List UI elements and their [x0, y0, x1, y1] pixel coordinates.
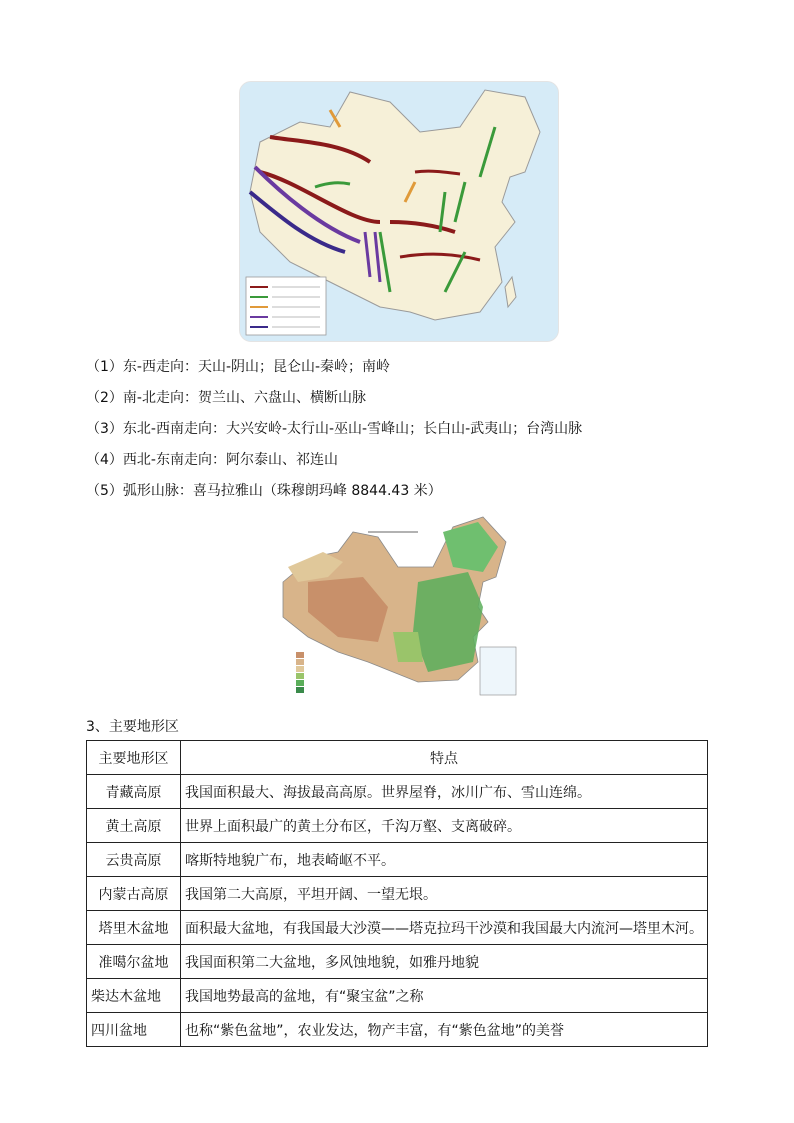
- table-row: [87, 979, 708, 1013]
- region-feature: 也称“紫色盆地”，农业发达，物产丰富，有“紫色盆地”的美誉: [181, 1013, 708, 1047]
- table-row: [87, 809, 708, 843]
- region-feature: 我国面积第二大盆地，多风蚀地貌，如雅丹地貌: [181, 945, 708, 979]
- region-feature: 我国第二大高原，平坦开阔、一望无垠。: [181, 877, 708, 911]
- list-item: （2）南-北走向：贺兰山、六盘山、横断山脉: [86, 390, 366, 406]
- region-name: 黄土高原: [87, 809, 181, 843]
- section-title: 3、主要地形区: [86, 719, 179, 735]
- table-row: [87, 843, 708, 877]
- region-feature: 喀斯特地貌广布，地表崎岖不平。: [181, 843, 708, 877]
- mountain-ranges-map: [239, 81, 559, 342]
- region-feature: 世界上面积最广的黄土分布区，千沟万壑、支离破碎。: [181, 809, 708, 843]
- terrain-map-graphic: [268, 512, 521, 700]
- table-header-row: [87, 741, 708, 775]
- terrain-map: [268, 512, 521, 700]
- table-row: [87, 877, 708, 911]
- region-name: 内蒙古高原: [87, 877, 181, 911]
- list-item: （1）东-西走向：天山-阴山；昆仑山-秦岭；南岭: [86, 359, 391, 375]
- table-row: [87, 775, 708, 809]
- list-item: （5）弧形山脉：喜马拉雅山（珠穆朗玛峰 8844.43 米）: [86, 483, 442, 499]
- header-feature: 特点: [181, 741, 708, 775]
- region-name: 塔里木盆地: [87, 911, 181, 945]
- header-region: 主要地形区: [87, 741, 181, 775]
- region-name: 准噶尔盆地: [87, 945, 181, 979]
- region-name: 四川盆地: [87, 1013, 181, 1047]
- list-item: （3）东北-西南走向：大兴安岭-太行山-巫山-雪峰山；长白山-武夷山；台湾山脉: [86, 421, 583, 437]
- region-name: 柴达木盆地: [87, 979, 181, 1013]
- region-name: 青藏高原: [87, 775, 181, 809]
- region-feature: 我国地势最高的盆地，有“聚宝盆”之称: [181, 979, 708, 1013]
- mountain-ranges-map-graphic: [240, 82, 558, 341]
- table-row: [87, 945, 708, 979]
- region-feature: 我国面积最大、海拔最高高原。世界屋脊，冰川广布、雪山连绵。: [181, 775, 708, 809]
- region-name: 云贵高原: [87, 843, 181, 877]
- mountain-direction-list: [86, 352, 726, 507]
- region-feature: 面积最大盆地，有我国最大沙漠——塔克拉玛干沙漠和我国最大内流河—塔里木河。: [181, 911, 708, 945]
- table-row: [87, 911, 708, 945]
- terrain-table: [86, 740, 708, 1047]
- list-item: （4）西北-东南走向：阿尔泰山、祁连山: [86, 452, 338, 468]
- table-row: [87, 1013, 708, 1047]
